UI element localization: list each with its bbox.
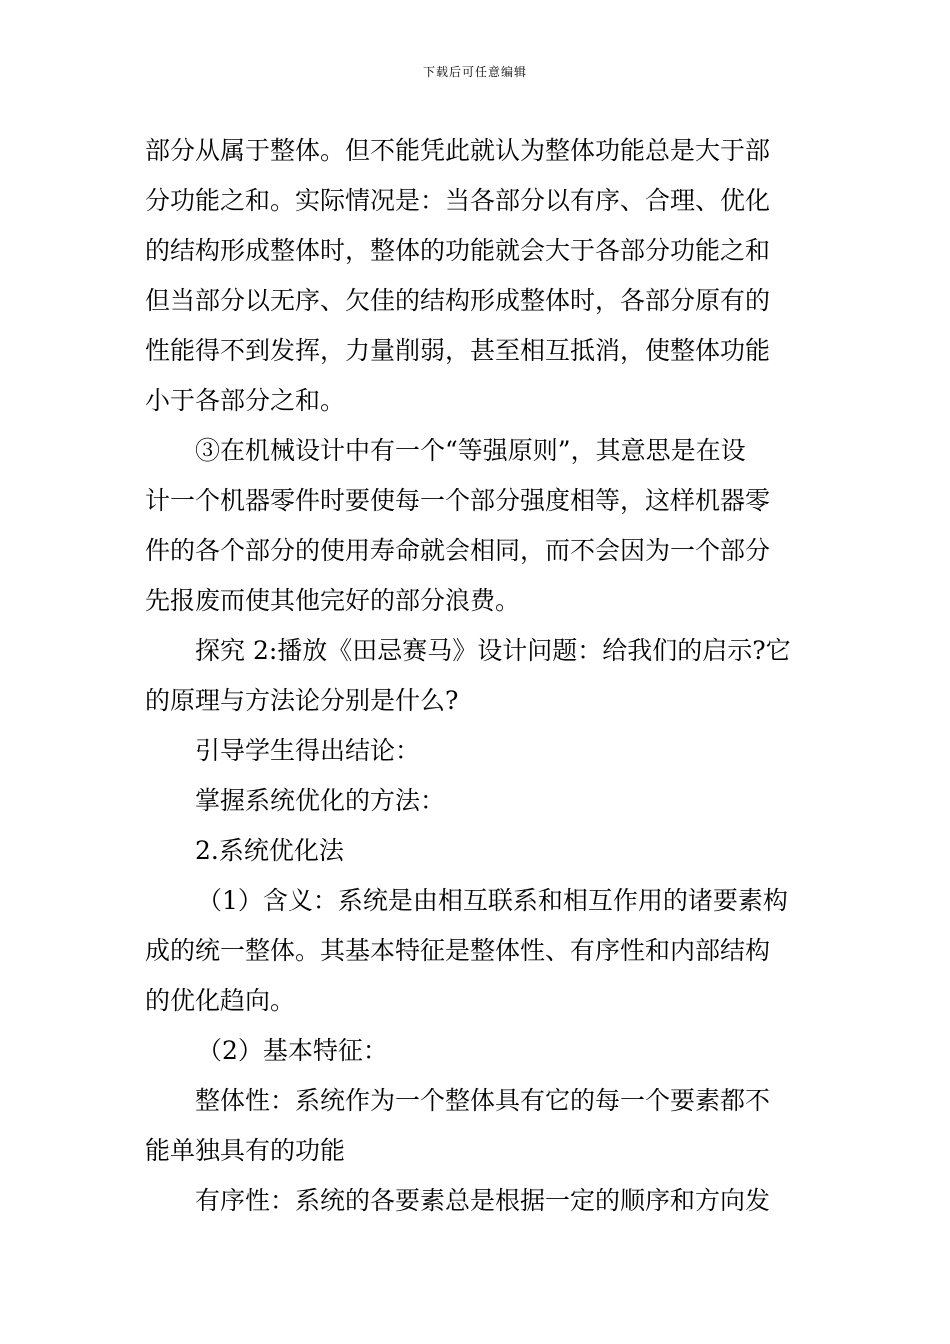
page-header: 下载后可任意编辑 [422,65,527,79]
text-line: 计一个机器零件时要使每一个部分强度相等，这样机器零 [145,486,771,515]
document-body [145,126,807,1226]
text-line: 的原理与方法论分别是什么? [145,686,459,715]
text-line: 有序性：系统的各要素总是根据一定的顺序和方向发 [195,1186,771,1215]
text-line: 性能得不到发挥，力量削弱，甚至相互抵消，使整体功能 [145,336,771,365]
text-line: 部分从属于整体。但不能凭此就认为整体功能总是大于部 [145,136,771,165]
text-line: 成的统一整体。其基本特征是整体性、有序性和内部结构 [145,936,771,965]
text-line: 的优化趋向。 [145,986,296,1015]
text-line: 的结构形成整体时，整体的功能就会大于各部分功能之和 [145,236,771,265]
text-line: 探究 2:播放《田忌赛马》设计问题：给我们的启示?它 [195,636,791,665]
text-line: 件的各个部分的使用寿命就会相同，而不会因为一个部分 [145,536,771,565]
text-line: （2）基本特征： [197,1036,388,1065]
text-line: 整体性：系统作为一个整体具有它的每一个要素都不 [195,1086,771,1115]
text-line: 能单独具有的功能 [145,1136,346,1165]
text-line: 先报废而使其他完好的部分浪费。 [145,586,521,615]
text-line: ③在机械设计中有一个“等强原则”，其意思是在设 [195,436,746,465]
text-line: 2.系统优化法 [195,836,344,865]
text-line: 引导学生得出结论： [195,736,421,765]
text-line: 分功能之和。实际情况是：当各部分以有序、合理、优化 [145,186,771,215]
text-line: 小于各部分之和。 [145,386,346,415]
text-line: 掌握系统优化的方法： [195,786,446,815]
text-line: 但当部分以无序、欠佳的结构形成整体时，各部分原有的 [145,286,771,315]
text-line: （1）含义：系统是由相互联系和相互作用的诸要素构 [197,886,788,915]
